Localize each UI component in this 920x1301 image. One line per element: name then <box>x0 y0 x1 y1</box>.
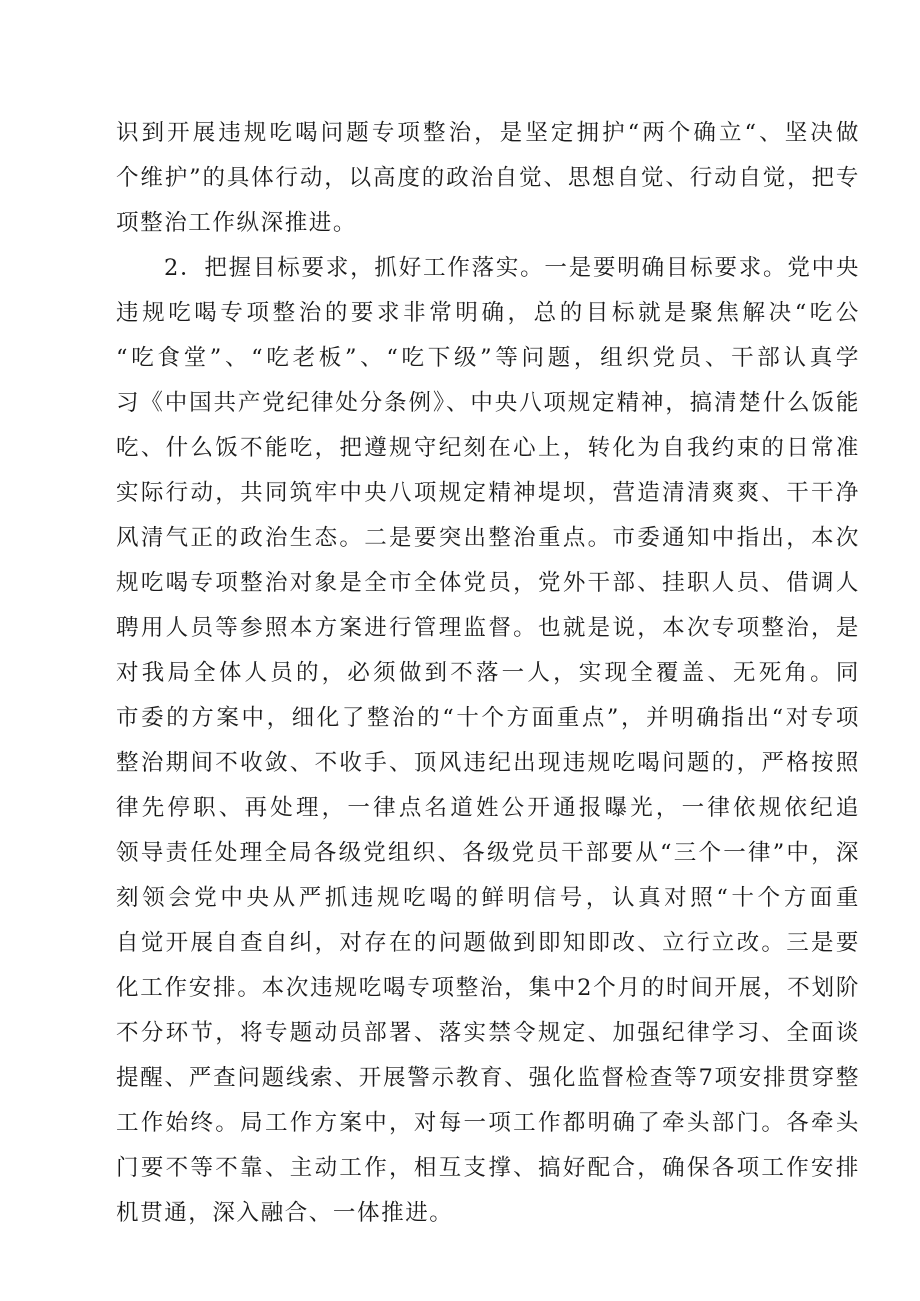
text-line: 风清气正的政治生态。二是要突出整治重点。市委通知中指出，本次 <box>116 525 860 551</box>
text-line: 吃、什么饭不能吃，把遵规守纪刻在心上，转化为自我约束的日常准 <box>116 435 860 461</box>
text-line: 个维护”的具体行动，以高度的政治自觉、思想自觉、行动自觉，把专 <box>116 165 860 191</box>
text-line: 化工作安排。本次违规吃喝专项整治，集中2个月的时间开展，不划阶 <box>116 975 860 1001</box>
text-line: 规吃喝专项整治对象是全市全体党员，党外干部、挂职人员、借调人 <box>116 570 860 596</box>
text-line: 门要不等不靠、主动工作，相互支撑、搞好配合，确保各项工作安排 <box>116 1155 860 1181</box>
text-line: 市委的方案中，细化了整治的“十个方面重点”，并明确指出“对专项 <box>116 705 860 731</box>
text-line: 自觉开展自查自纠，对存在的问题做到即知即改、立行立改。三是要 <box>116 930 860 956</box>
text-line: 违规吃喝专项整治的要求非常明确，总的目标就是聚焦解决“吃公 <box>116 300 860 326</box>
text-line: 刻领会党中央从严抓违规吃喝的鲜明信号，认真对照“十个方面重 <box>116 885 860 911</box>
text-line: 提醒、严查问题线索、开展警示教育、强化监督检查等7项安排贯穿整 <box>116 1065 860 1091</box>
text-line: “吃食堂”、“吃老板”、“吃下级”等问题，组织党员、干部认真学 <box>116 345 860 371</box>
text-line: 习《中国共产党纪律处分条例》、中央八项规定精神，搞清楚什么饭能 <box>116 390 860 416</box>
text-line: 聘用人员等参照本方案进行管理监督。也就是说，本次专项整治，是 <box>116 615 860 641</box>
text-line: 不分环节，将专题动员部署、落实禁令规定、加强纪律学习、全面谈 <box>116 1020 860 1046</box>
text-line: 机贯通，深入融合、一体推进。 <box>116 1200 454 1226</box>
text-line: 识到开展违规吃喝问题专项整治，是坚定拥护“两个确立“、坚决做 <box>116 120 860 146</box>
text-line: 工作始终。局工作方案中，对每一项工作都明确了牵头部门。各牵头 <box>116 1110 860 1136</box>
text-line: 领导责任处理全局各级党组织、各级党员干部要从“三个一律”中，深 <box>116 840 860 866</box>
text-line: 项整治工作纵深推进。 <box>116 210 358 236</box>
paragraph-start-line: 2．把握目标要求，抓好工作落实。一是要明确目标要求。党中央 <box>164 255 860 281</box>
text-line: 整治期间不收敛、不收手、顶风违纪出现违规吃喝问题的，严格按照 <box>116 750 860 776</box>
text-line: 对我局全体人员的，必须做到不落一人，实现全覆盖、无死角。同 <box>116 660 860 686</box>
text-line: 律先停职、再处理，一律点名道姓公开通报曝光，一律依规依纪追 <box>116 795 860 821</box>
text-line: 实际行动，共同筑牢中央八项规定精神堤坝，营造清清爽爽、干干净 <box>116 480 860 506</box>
